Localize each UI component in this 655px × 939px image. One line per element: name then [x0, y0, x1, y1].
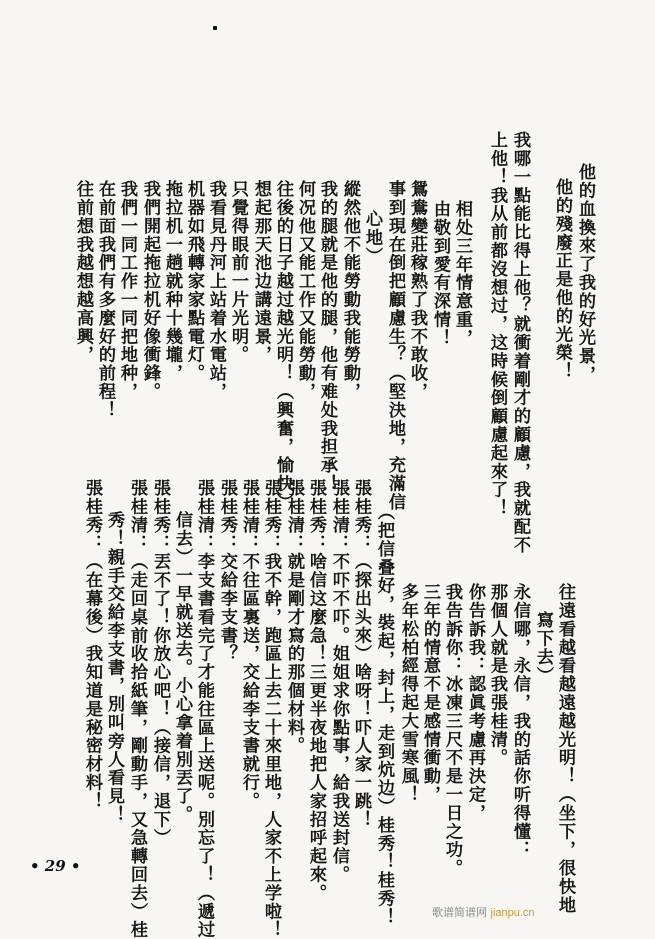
- line-text: 上他！我从前都沒想过，这時候倒顧慮起來了！: [487, 131, 507, 518]
- speaker-name: 張桂秀：: [82, 479, 102, 553]
- line-text: 秀！親手交給李支書，別叫旁人看見！: [104, 511, 124, 824]
- top-speck: [213, 26, 217, 30]
- line-text: 事到現在倒把顧慮生？（堅決地，充滿信: [385, 180, 405, 512]
- line-text: 往前想我越想越高興，: [73, 180, 93, 364]
- speaker-name: 張桂秀：: [150, 479, 170, 553]
- dialogue-column: [261, 479, 281, 939]
- line-text: 我的腿就是他的腿，他有难处我担承！: [317, 180, 337, 493]
- dialogue-column: [104, 511, 124, 824]
- line-text: 我告訴你：冰凍三尺不是一日之功。: [442, 583, 462, 878]
- line-text: 丟不了！你放心吧！（接信，退下）: [150, 552, 170, 848]
- verse-column: [162, 180, 182, 382]
- verse-column: [452, 200, 472, 347]
- dialogue-column: [351, 479, 371, 829]
- line-text: 那個人就是我張桂清。: [487, 583, 507, 767]
- dialogue-column: [150, 479, 170, 847]
- line-text: （在幕後）我知道是秘密材料！: [82, 552, 102, 811]
- watermark: [432, 904, 535, 920]
- speaker-name: 張桂清：: [194, 479, 214, 553]
- watermark-cn: 歌谱简谱网: [432, 906, 487, 919]
- dialogue-column: [398, 583, 418, 804]
- line-text: 他的血換來了我的好光景，: [575, 163, 595, 384]
- speaker-name: 張桂清：: [284, 479, 304, 553]
- verse-column: [575, 163, 595, 384]
- verse-column: [510, 131, 530, 554]
- verse-column: [117, 180, 137, 401]
- verse-column: [407, 180, 427, 401]
- line-text: 由敬到愛有深情！: [430, 200, 450, 348]
- speaker-name: 張桂秀：: [351, 479, 371, 553]
- speaker-name: 張桂清：: [127, 479, 147, 553]
- verse-column: [317, 180, 337, 493]
- line-text: 心地）: [362, 210, 382, 266]
- line-text: 想起那天池边講遠景，: [251, 180, 271, 364]
- line-text: 不吓不吓。姐姐求你點事，給我送封信。: [329, 552, 349, 884]
- page-number: [30, 857, 81, 875]
- line-text: 你告訴我：認眞考慮再決定，: [465, 583, 485, 823]
- verse-column: [184, 180, 204, 382]
- speaker-name: 張桂清：: [239, 479, 259, 553]
- dialogue-column: [374, 503, 394, 926]
- verse-column: [140, 180, 160, 401]
- line-text: 李支書看完了才能往區上送呢。別忘了！（遞过: [194, 552, 214, 939]
- verse-column: [430, 200, 450, 347]
- line-text: 拖拉机一趟就种十幾壠，: [162, 180, 182, 383]
- line-text: 三年的情意不是感情衝動，: [420, 583, 440, 804]
- dialogue-column: [127, 479, 147, 939]
- verse-column: [95, 180, 115, 419]
- line-text: （探出头來）啥呀！吓人家一跳！: [351, 552, 371, 829]
- dialogue-column: [82, 479, 102, 810]
- dialogue-column: [420, 583, 440, 804]
- line-text: 只覺得眼前一片光明。: [228, 180, 248, 364]
- line-text: 在前面我們有多麼好的前程！: [95, 180, 115, 420]
- line-text: 我哪一點能比得上他？就衝着剛才的顧慮，我就配不: [510, 131, 530, 555]
- line-text: 我看見丹河上站着水電站，: [206, 180, 226, 401]
- dialogue-column: [533, 611, 553, 685]
- dialogue-column: [329, 479, 349, 884]
- verse-column: [273, 180, 293, 511]
- line-text: 交給李支書？: [217, 552, 237, 664]
- line-text: （把信叠好，裝起，封上，走到炕边）桂秀！桂秀！: [374, 503, 394, 927]
- line-text: 往後的日子越过越光明！（興奮，愉快）: [273, 180, 293, 512]
- line-text: 縱然他不能勞動我能勞動，: [340, 180, 360, 401]
- page-number-text: • 29 •: [30, 857, 81, 875]
- line-text: 何况他又能工作又能勞動，: [295, 180, 315, 401]
- line-text: 我們一同工作一同把地种，: [117, 180, 137, 401]
- speaker-name: 張桂秀：: [261, 479, 281, 553]
- verse-column: [340, 180, 360, 401]
- speaker-name: 張桂清：: [329, 479, 349, 553]
- verse-column: [295, 180, 315, 401]
- dialogue-column: [306, 479, 326, 902]
- verse-column: [228, 180, 248, 364]
- dialogue-column: [510, 583, 530, 859]
- dialogue-column: [465, 583, 485, 822]
- verse-column: [385, 180, 405, 511]
- verse-column: [487, 131, 507, 517]
- line-text: 机器如飛轉家家點電灯。: [184, 180, 204, 383]
- line-text: 就是剛才寫的那個材料。: [284, 552, 304, 756]
- verse-column: [251, 180, 271, 364]
- dialogue-column: [284, 479, 304, 755]
- speaker-name: 張桂秀：: [306, 479, 326, 553]
- line-text: 我們開起拖拉机好像衝鋒。: [140, 180, 160, 401]
- dialogue-column: [555, 583, 575, 914]
- dialogue-column: [442, 583, 462, 877]
- dialogue-column: [217, 479, 237, 663]
- watermark-site: jianpu.cn: [490, 907, 535, 919]
- line-text: 往遠看越看越遠越光明！（坐下，很快地: [555, 583, 575, 915]
- line-text: 不往區裏送，交給李支書就行。: [239, 552, 259, 811]
- speaker-name: 張桂秀：: [217, 479, 237, 553]
- line-text: 相处三年情意重，: [452, 200, 472, 348]
- verse-column: [362, 210, 382, 265]
- line-text: 鴛鴦變莊稼熟了我不敢收，: [407, 180, 427, 401]
- verse-column: [552, 178, 572, 380]
- line-text: 寫下去）: [533, 611, 553, 685]
- dialogue-column: [239, 479, 259, 810]
- line-text: 多年松柏經得起大雪寒風！: [398, 583, 418, 804]
- verse-column: [206, 180, 226, 401]
- line-text: 他的殘廢正是他的光榮！: [552, 178, 572, 381]
- line-text: 啥信这麼急！三更半夜地把人家招呼起來。: [306, 552, 326, 903]
- line-text: 我不幹，跑區上去二十來里地，人家不上学啦！: [261, 552, 281, 939]
- line-text: 永信哪，永信，我的話你听得懂：: [510, 583, 530, 859]
- dialogue-column: [172, 511, 192, 824]
- dialogue-column: [487, 583, 507, 767]
- dialogue-column: [194, 479, 214, 939]
- verse-column: [73, 180, 93, 364]
- line-text: （走回桌前收拾紙筆，剛動手，又急轉回去）桂: [127, 552, 147, 939]
- line-text: 信去）一早就送去。小心拿着別丟了。: [172, 511, 192, 824]
